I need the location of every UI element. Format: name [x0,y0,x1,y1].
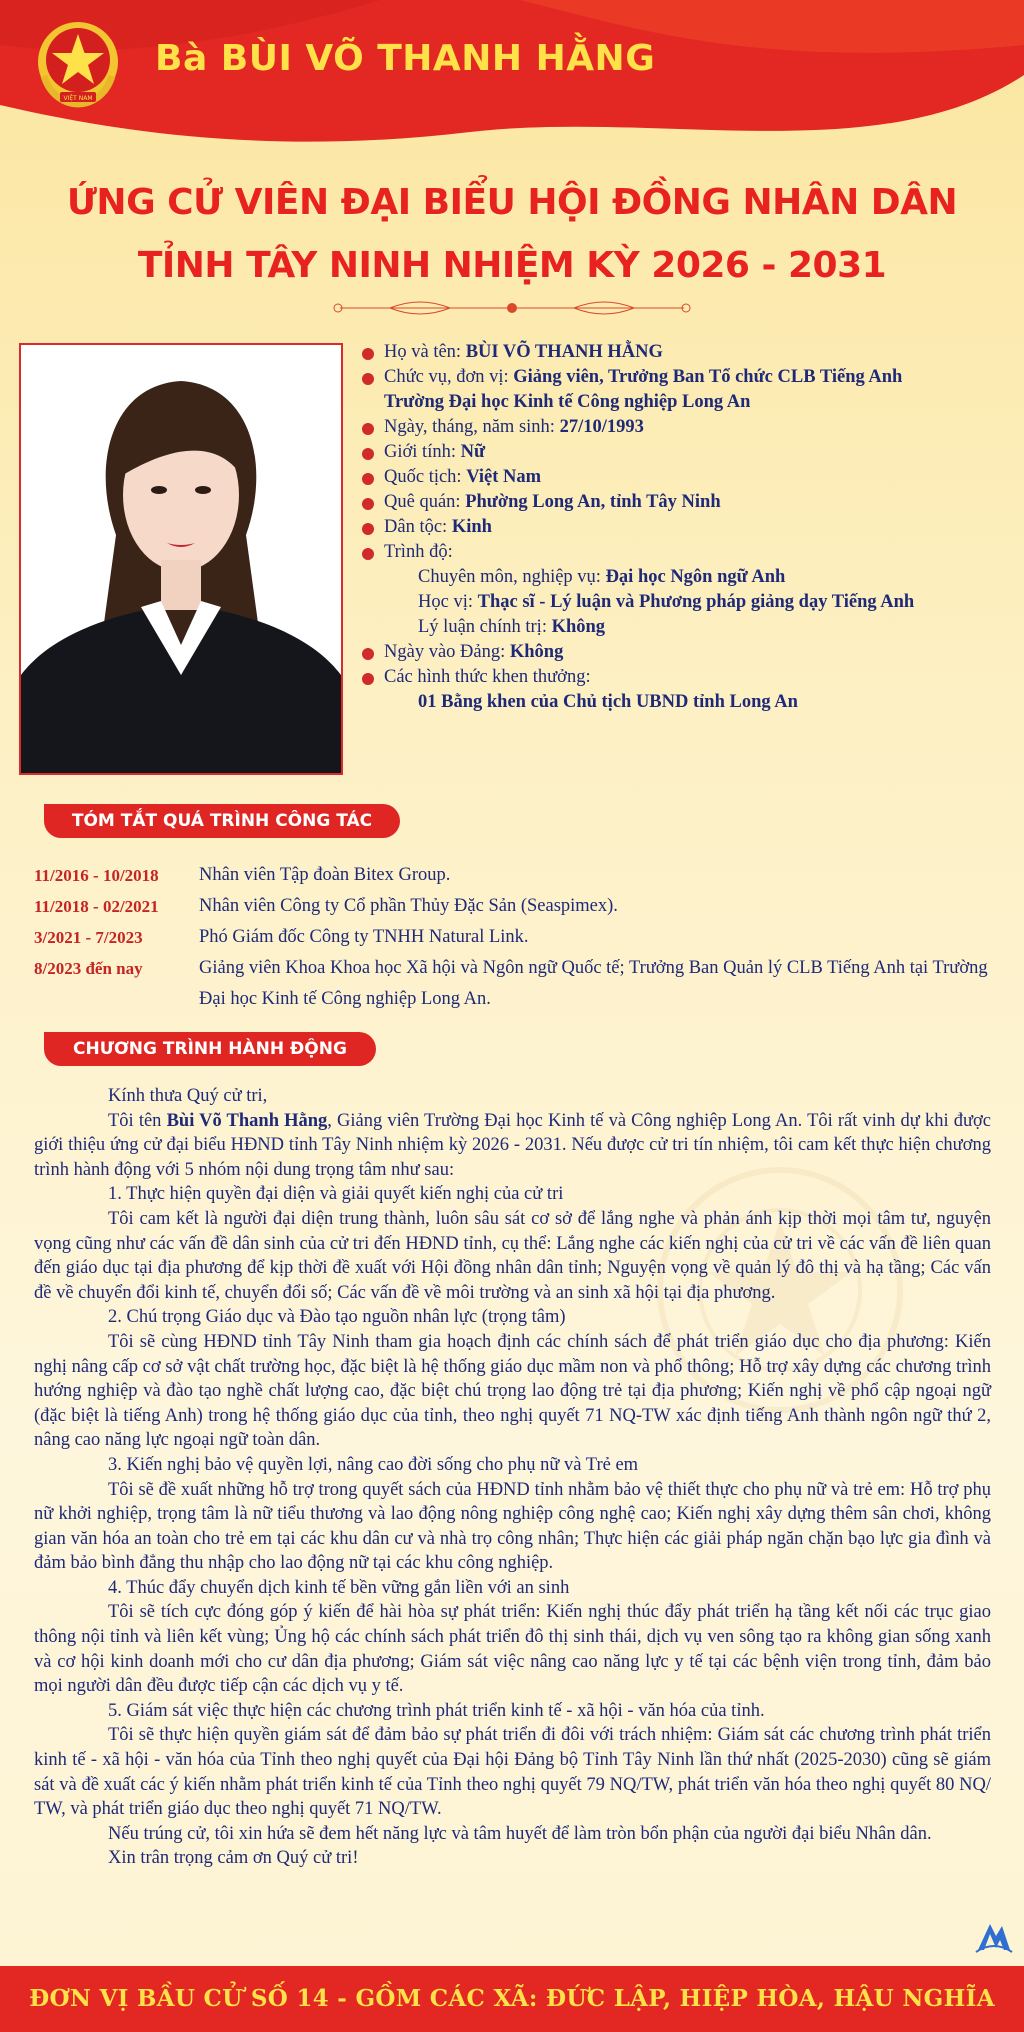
candidate-info [362,340,1012,715]
national-emblem-icon [30,16,126,112]
bullet-icon [362,348,374,360]
program-intro-name: Bùi Võ Thanh Hằng [166,1110,328,1131]
career-desc: Nhân viên Tập đoàn Bitex Group. [199,865,451,885]
action-program [34,1084,991,1871]
info-party: Ngày vào Đảng: Không [362,640,1012,665]
program-section-5-body: Tôi sẽ thực hiện quyền giám sát để đảm bảo sự phát triển đi đôi với trách nhiệm: Giám sát các chương trình phát triển kinh tế - xã hội - văn hóa của Tỉnh theo nghị quyết của Đại hội Đảng bộ Tỉnh Tây Ninh lần thứ nhất (2025-2030) cũng sẽ giám sát và đề xuất các ý kiến nhằm phát triển kinh tế của Tỉnh theo nghị quyết 79 NQ/TW, phát triển văn hóa theo nghị quyết 80 NQ/ TW, và phát triển giáo dục theo nghị quyết 71 NQ/TW. [34,1725,991,1820]
info-awards: Các hình thức khen thưởng: [362,665,1012,690]
bullet-icon [362,548,374,560]
info-ethnicity: Dân tộc: Kinh [362,515,1012,540]
info-position: Chức vụ, đơn vị: Giảng viên, Trưởng Ban Tổ chức CLB Tiếng Anh [362,365,1012,390]
program-greeting: Kính thưa Quý cử tri, [108,1086,268,1106]
info-awards-value: 01 Bằng khen của Chủ tịch UBND tỉnh Long An [418,692,798,712]
person-title: Bà BÙI VÕ THANH HẰNG [155,38,656,79]
program-section-4-body: Tôi sẽ tích cực đóng góp ý kiến để hài hòa sự phát triển: Kiến nghị thúc đẩy phát triển hạ tầng kết nối các trục giao thông nội tỉnh và liên kết vùng; Ủng hộ các chính sách phát triển đô thị sinh thái, dịch vụ ven sông tạo ra không gian sống xanh và cơ hội kinh doanh mới cho cư dân địa phương; Giám sát việc nâng cao năng lực y tế tại các bệnh viện trong tỉnh, đảm bảo mọi người dân đều được tiếp cận các dịch vụ y tế. [34,1602,991,1697]
career-item [34,953,1004,1015]
career-date: 11/2016 - 10/2018 [34,866,159,885]
program-closing: Nếu trúng cử, tôi xin hứa sẽ đem hết năng lực và tâm huyết để làm tròn bổn phận của người đại biểu Nhân dân. [108,1823,932,1844]
info-dob: Ngày, tháng, năm sinh: 27/10/1993 [362,415,1012,440]
info-position-line2: Trường Đại học Kinh tế Công nghiệp Long An [384,392,751,412]
bullet-icon [362,648,374,660]
career-item [34,922,1004,953]
program-section-3-title: 3. Kiến nghị bảo vệ quyền lợi, nâng cao đời sống cho phụ nữ và Trẻ em [108,1454,639,1475]
bullet-icon [362,673,374,685]
career-heading: TÓM TẮT QUÁ TRÌNH CÔNG TÁC [44,804,400,838]
program-section-3-body: Tôi sẽ đề xuất những hỗ trợ trong quyết sách của HĐND tỉnh nhằm bảo vệ thiết thực cho phụ nữ và trẻ em: Hỗ trợ phụ nữ khởi nghiệp, trọng tâm là nữ tiểu thương và lao động nông nghiệp công nghệ cao; Kiến nghị xây dựng thêm sân chơi, không gian văn hóa an toàn cho trẻ em tại các khu dân cư và nhà trọ công nhân; Thực hiện các giải pháp ngăn chặn bạo lực gia đình và đảm bảo bình đẳng thu nhập cho lao động nữ tại các khu công nghiệp. [34,1479,991,1574]
career-list [34,860,1004,1015]
bullet-icon [362,448,374,460]
career-desc: Giảng viên Khoa Khoa học Xã hội và Ngôn ngữ Quốc tế; Trưởng Ban Quản lý CLB Tiếng Anh tại Trường Đại học Kinh tế Công nghiệp Long An. [199,958,988,1009]
program-section-5-title: 5. Giám sát việc thực hiện các chương trình phát triển kinh tế - xã hội - văn hóa của tỉnh. [108,1700,765,1721]
career-date: 11/2018 - 02/2021 [34,897,159,916]
career-date: 3/2021 - 7/2023 [34,928,143,947]
program-section-4-title: 4. Thúc đẩy chuyển dịch kinh tế bền vững gắn liền với an sinh [108,1577,570,1598]
bullet-icon [362,498,374,510]
bullet-icon [362,423,374,435]
ornament-divider [330,300,694,316]
electoral-unit-footer: ĐƠN VỊ BẦU CỬ SỐ 14 - GỒM CÁC XÃ: ĐỨC LẬP, HIỆP HÒA, HẬU NGHĨA [0,1966,1024,2032]
career-item [34,891,1004,922]
publisher-logo-icon [974,1918,1014,1954]
info-degree: Học vị: Thạc sĩ - Lý luận và Phương pháp giảng dạy Tiếng Anh [418,592,915,612]
program-thanks: Xin trân trọng cảm ơn Quý cử tri! [108,1848,359,1869]
program-intro: Tôi tên Bùi Võ Thanh Hằng, Giảng viên Trường Đại học Kinh tế và Công nghiệp Long An. Tôi rất vinh dự khi được giới thiệu ứng cử đại biểu HĐND tỉnh Tây Ninh nhiệm kỳ 2026 - 2031. Nếu được cử tri tín nhiệm, tôi cam kết thực hiện chương trình hành động với 5 nhóm nội dung trọng tâm như sau: [34,1110,991,1180]
career-date: 8/2023 đến nay [34,959,143,978]
info-education: Trình độ: [362,540,1012,565]
emblem-text: VIỆT NAM [63,95,93,102]
info-hometown: Quê quán: Phường Long An, tỉnh Tây Ninh [362,490,1012,515]
info-politics: Lý luận chính trị: Không [418,617,606,637]
info-gender: Giới tính: Nữ [362,440,1012,465]
candidate-name: BÙI VÕ THANH HẰNG [465,342,663,362]
bullet-icon [362,473,374,485]
program-section-1-body: Tôi cam kết là người đại diện trung thành, luôn sâu sát cơ sở để lắng nghe và phản ánh kịp thời mọi tâm tư, nguyện vọng cũng như các vấn đề dân sinh của cử tri đến HĐND tỉnh, cụ thể: Lắng nghe các kiến nghị của cử tri về các vấn đề liên quan đến giáo dục tại địa phương để kịp thời đề xuất với Hội đồng nhân dân tỉnh; Nguyện vọng về quản lý đô thị và hạ tầng; Các vấn đề về chuyển đổi kinh tế, chuyển đổi số; Các vấn đề về môi trường và an sinh xã hội tại địa phương. [34,1208,991,1303]
main-title-line2: TỈNH TÂY NINH NHIỆM KỲ 2026 - 2031 [137,245,887,286]
info-specialty: Chuyên môn, nghiệp vụ: Đại học Ngôn ngữ Anh [418,567,786,587]
bullet-icon [362,523,374,535]
program-heading: CHƯƠNG TRÌNH HÀNH ĐỘNG [44,1032,376,1066]
career-desc: Phó Giám đốc Công ty TNHH Natural Link. [199,927,529,947]
candidate-photo [19,343,343,775]
main-title-line1: ỨNG CỬ VIÊN ĐẠI BIỂU HỘI ĐỒNG NHÂN DÂN [66,182,958,223]
bullet-icon [362,373,374,385]
program-section-2-title: 2. Chú trọng Giáo dục và Đào tạo nguồn nhân lực (trọng tâm) [108,1307,566,1328]
header-banner [0,0,1024,170]
career-desc: Nhân viên Công ty Cổ phần Thủy Đặc Sản (Seaspimex). [199,896,618,916]
info-name: Họ và tên: BÙI VÕ THANH HẰNG [362,340,1012,365]
career-item [34,860,1004,891]
program-section-2-body: Tôi sẽ cùng HĐND tỉnh Tây Ninh tham gia hoạch định các chính sách để phát triển giáo dục cho địa phương: Kiến nghị nâng cấp cơ sở vật chất trường học, đặc biệt là hệ thống giáo dục mầm non và phổ thông; Hỗ trợ xây dựng các chương trình hướng nghiệp và đào tạo nghề chất lượng cao, đặc biệt chú trọng lao động trẻ tại địa phương; Kiến nghị về phổ cập ngoại ngữ (đặc biệt là tiếng Anh) trong hệ thống giáo dục của tỉnh, theo nghị quyết 71 NQ-TW xác định tiếng Anh thành ngôn ngữ thứ 2, nâng cao năng lực ngoại ngữ toàn dân. [34,1331,991,1451]
info-nationality: Quốc tịch: Việt Nam [362,465,1012,490]
program-section-1-title: 1. Thực hiện quyền đại diện và giải quyết kiến nghị của cử tri [108,1184,564,1205]
header-wave-background [0,0,1024,170]
